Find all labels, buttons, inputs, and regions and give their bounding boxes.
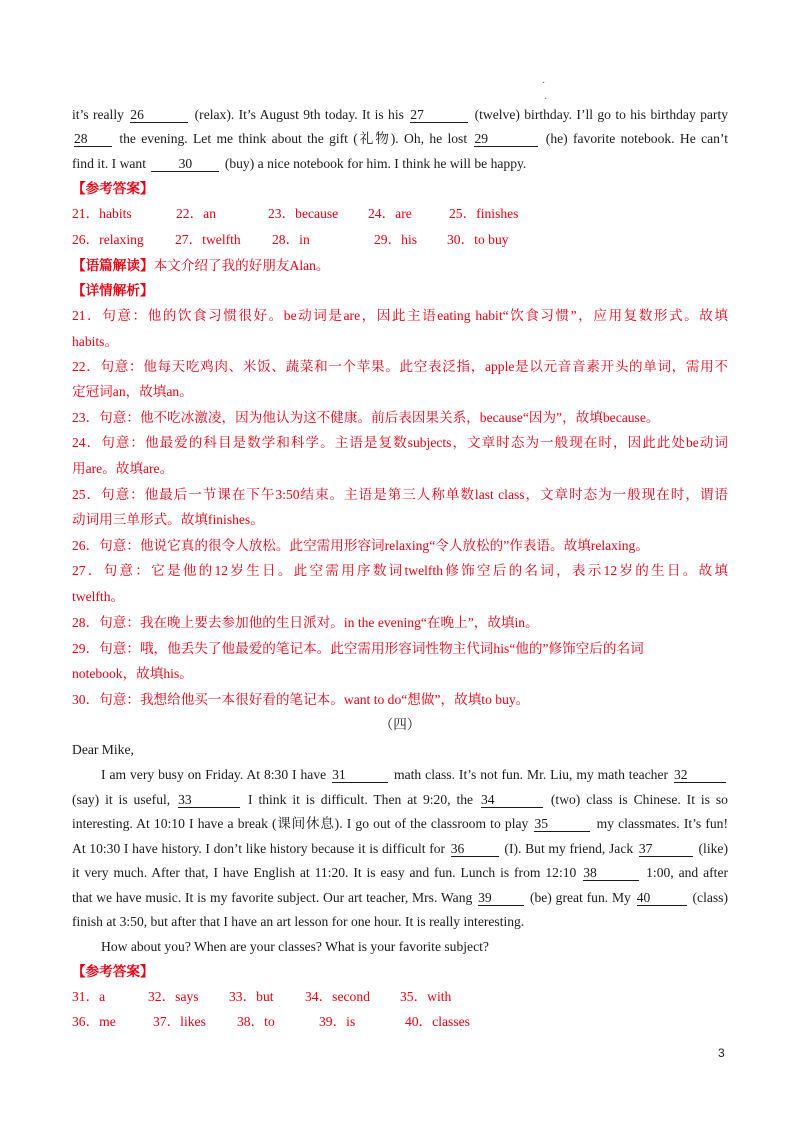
analysis-line: 22．句意：他每天吃鸡肉、米饭、蔬菜和一个苹果。此空表泛指，apple是以元音音素开头的单词，需用不 bbox=[72, 359, 728, 374]
letter-line: interesting. At 10:10 I have a break (课间休息). I go out of the classroom to play 35 my classmates. It’s fun! bbox=[72, 816, 728, 831]
blank-37: 37 bbox=[639, 842, 693, 857]
analysis-line: 23．句意：他不吃冰激凌，因为他认为这不健康。前后表因果关系，because“因为”，故填because。 bbox=[72, 410, 660, 425]
answer-item: 26．relaxing bbox=[72, 232, 144, 247]
blank-39: 39 bbox=[478, 891, 524, 906]
analysis-line: 定冠词an，故填an。 bbox=[72, 384, 193, 399]
blank-35: 35 bbox=[534, 817, 590, 832]
answer-item: 21．habits bbox=[72, 206, 132, 221]
answer-item: 35．with bbox=[400, 989, 452, 1004]
summary-text: 本文介绍了我的好朋友Alan。 bbox=[153, 258, 330, 273]
answer-item: 30．to buy bbox=[447, 232, 509, 247]
answer-item: 29．his bbox=[374, 232, 418, 247]
answer-item: 24．are bbox=[368, 206, 412, 221]
letter-line: it very much. After that, I have English at 11:20. It is easy and fun. Lunch is from 12:10 38 1:00, and after bbox=[72, 865, 728, 880]
blank-36: 36 bbox=[451, 842, 499, 857]
answer-heading: 【参考答案】 bbox=[72, 181, 154, 196]
blank-40: 40 bbox=[637, 891, 687, 906]
blank-28: 28 bbox=[74, 132, 112, 147]
answer-item: 37．likes bbox=[153, 1014, 206, 1029]
answer-item: 32．says bbox=[148, 989, 199, 1004]
passage-line: 28 the evening. Let me think about the gift (礼物). Oh, he lost 29 (he) favorite notebook. He can’t bbox=[74, 131, 728, 146]
analysis-line: 用are。故填are。 bbox=[72, 461, 174, 476]
detail-heading: 【详情解析】 bbox=[72, 283, 154, 298]
answer-item: 34．second bbox=[305, 989, 370, 1004]
answer-heading: 【参考答案】 bbox=[72, 964, 154, 979]
blank-26: 26 bbox=[130, 108, 188, 123]
page-number: 3 bbox=[718, 1046, 725, 1060]
section-title: （四） bbox=[379, 717, 421, 732]
blank-34: 34 bbox=[481, 793, 543, 808]
answer-item: 31．a bbox=[72, 989, 106, 1004]
blank-32: 32 bbox=[674, 768, 726, 783]
blank-31: 31 bbox=[332, 768, 388, 783]
letter-line: How about you? When are your classes? What is your favorite subject? bbox=[101, 939, 489, 954]
scan-mark: · bbox=[542, 78, 546, 89]
analysis-line: habits。 bbox=[72, 334, 119, 349]
blank-38: 38 bbox=[583, 866, 639, 881]
answer-item: 25．finishes bbox=[449, 206, 519, 221]
letter-greeting: Dear Mike, bbox=[72, 742, 134, 757]
analysis-line: 24．句意：他最爱的科目是数学和科学。主语是复数subjects，文章时态为一般现在时，因此此处be动词 bbox=[72, 435, 728, 450]
letter-line: (say) it is useful, 33 I think it is difficult. Then at 9:20, the 34 (two) class is Chinese. It is so bbox=[72, 792, 728, 807]
analysis-line: 30．句意：我想给他买一本很好看的笔记本。want to do“想做”，故填to buy。 bbox=[72, 692, 530, 707]
passage-line: find it. I want 30 (buy) a nice notebook for him. I think he will be happy. bbox=[72, 156, 527, 171]
answer-item: 23．because bbox=[268, 206, 339, 221]
scan-mark: · bbox=[544, 94, 548, 105]
letter-line: At 10:30 I have history. I don’t like history because it is difficult for 36 (I). But my friend, Jack 37 (like) bbox=[72, 841, 728, 856]
blank-33: 33 bbox=[178, 793, 240, 808]
analysis-line: 29．句意：哦，他丢失了他最爱的笔记本。此空需用形容词性物主代词his“他的”修饰空后的名词 bbox=[72, 641, 644, 656]
answer-item: 39．is bbox=[319, 1014, 356, 1029]
passage-line: it’s really 26 (relax). It’s August 9th today. It is his 27 (twelve) birthday. I’ll go to his birthday party bbox=[72, 107, 729, 122]
blank-30: 30 bbox=[151, 157, 219, 172]
analysis-line: notebook，故填his。 bbox=[72, 666, 193, 681]
analysis-line: 26．句意：他说它真的很令人放松。此空需用形容词relaxing“令人放松的”作表语。故填relaxing。 bbox=[72, 538, 649, 553]
blank-27: 27 bbox=[410, 108, 468, 123]
answer-item: 27．twelfth bbox=[175, 232, 241, 247]
letter-line: that we have music. It is my favorite subject. Our art teacher, Mrs. Wang 39 (be) great fun. My 40 (class) bbox=[72, 890, 728, 905]
answer-item: 38．to bbox=[237, 1014, 275, 1029]
analysis-line: 21．句意：他的饮食习惯很好。be动词是are，因此主语eating habit“饮食习惯”，应用复数形式。故填 bbox=[72, 308, 728, 323]
answer-item: 28．in bbox=[272, 232, 310, 247]
answer-item: 36．me bbox=[72, 1014, 116, 1029]
answer-item: 22．an bbox=[176, 206, 217, 221]
analysis-line: 25．句意：他最后一节课在下午3:50结束。主语是第三人称单数last class，文章时态为一般现在时，谓语 bbox=[72, 487, 728, 502]
answer-item: 33．but bbox=[229, 989, 274, 1004]
letter-line: finish at 3:50, but after that I have an art lesson for one hour. It is really interesting. bbox=[72, 914, 525, 929]
letter-line: I am very busy on Friday. At 8:30 I have 31 math class. It’s not fun. Mr. Liu, my math teacher 32 bbox=[101, 766, 728, 783]
blank-29: 29 bbox=[474, 132, 538, 147]
analysis-line: 28．句意：我在晚上要去参加他的生日派对。in the evening“在晚上”，故填in。 bbox=[72, 615, 539, 630]
summary-heading: 【语篇解读】 bbox=[72, 258, 154, 273]
answer-item: 40．classes bbox=[405, 1014, 470, 1029]
analysis-line: 27．句意：它是他的12岁生日。此空需用序数词twelfth修饰空后的名词，表示12岁的生日。故填 bbox=[72, 563, 728, 578]
summary-line bbox=[72, 257, 728, 274]
analysis-line: twelfth。 bbox=[72, 589, 125, 604]
analysis-line: 动词用三单形式。故填finishes。 bbox=[72, 512, 264, 527]
